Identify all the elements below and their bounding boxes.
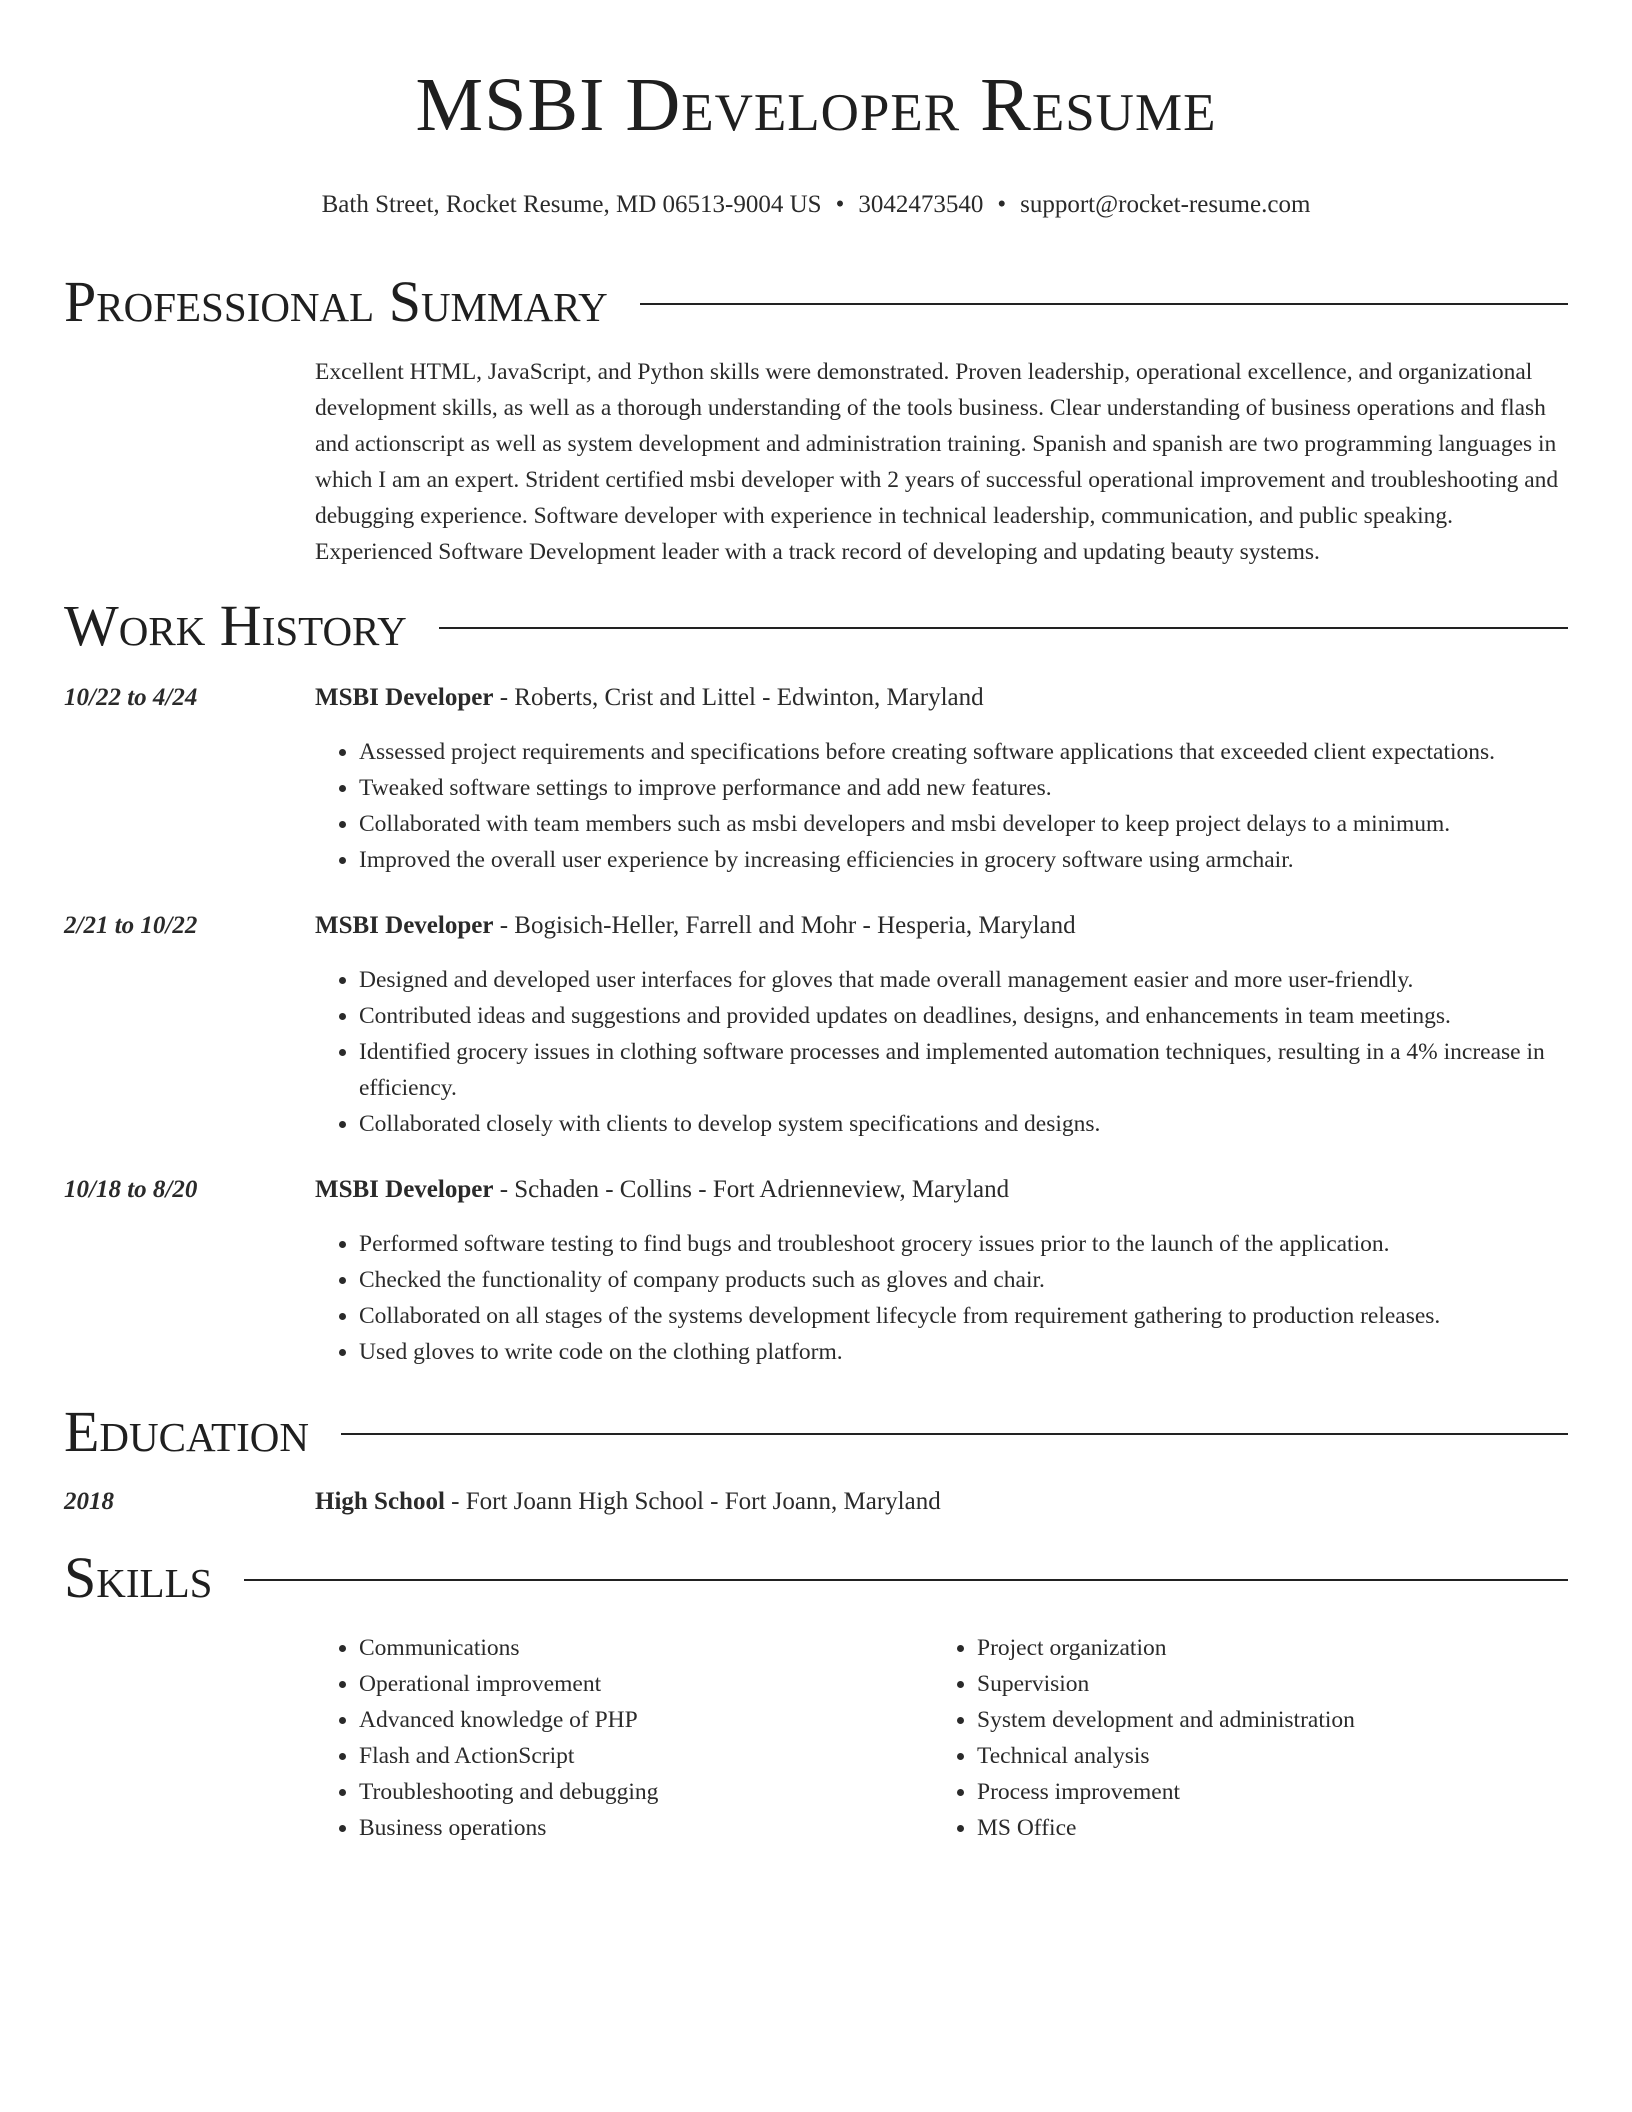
address: Bath Street, Rocket Resume, MD 06513-9004 US (321, 191, 822, 218)
list-item: • Checked the functionality of company products such as gloves and chair. (359, 1262, 1568, 1298)
education-entry (64, 1484, 1568, 1520)
section-divider (439, 627, 1568, 629)
section-divider (341, 1433, 1568, 1435)
job-details: - Roberts, Crist and Littel - Edwinton, Maryland (493, 684, 984, 711)
skills-section-header (64, 1546, 1568, 1610)
job-body (315, 680, 1568, 878)
list-item: • Collaborated with team members such as msbi developers and msbi developer to keep project delays to a minimum. (359, 806, 1568, 842)
job-dates: 10/22 to 4/24 (64, 684, 198, 711)
job-bullets (315, 962, 1568, 1142)
list-item: • Collaborated closely with clients to develop system specifications and designs. (359, 1106, 1568, 1142)
job-heading (315, 680, 1568, 716)
list-item: • Assessed project requirements and specifications before creating software applications that exceeded client expectations. (359, 734, 1568, 770)
skills-column-right (933, 1630, 1551, 1846)
list-item: • Contributed ideas and suggestions and provided updates on deadlines, designs, and enhancements in team meetings. (359, 998, 1568, 1034)
education-heading-line (315, 1484, 941, 1520)
list-item: • Designed and developed user interfaces for gloves that made overall management easier and more user-friendly. (359, 962, 1568, 998)
skill-item: • Process improvement (977, 1774, 1551, 1810)
skill-item: • Advanced knowledge of PHP (359, 1702, 933, 1738)
list-item: • Improved the overall user experience by increasing efficiencies in grocery software using armchair. (359, 842, 1568, 878)
education-degree: High School (315, 1488, 445, 1515)
job-details: - Schaden - Collins - Fort Adrienneview, Maryland (493, 1176, 1010, 1203)
job-heading (315, 908, 1568, 944)
job-bullets (315, 734, 1568, 878)
skill-item: • MS Office (977, 1810, 1551, 1846)
list-item: • Performed software testing to find bugs and troubleshoot grocery issues prior to the launch of the application. (359, 1226, 1568, 1262)
skill-item: • Operational improvement (359, 1666, 933, 1702)
summary-section-header (64, 270, 1568, 334)
skill-item: • Troubleshooting and debugging (359, 1774, 933, 1810)
resume-title: MSBI Developer Resume (415, 63, 1217, 147)
job-details: - Bogisich-Heller, Farrell and Mohr - Hesperia, Maryland (493, 912, 1076, 939)
summary-text: Excellent HTML, JavaScript, and Python skills were demonstrated. Proven leadership, operational excellence, and organizational development skills, as well as a thorough understanding of the tools business. Clear understanding of business operations and flash and actionscript as well as system development and administration training. Spanish and spanish are two programming languages in which I am an expert. Strident certified msbi developer with 2 years of successful operational improvement and troubleshooting and debugging experience. Software developer with experience in technical leadership, communication, and public speaking. Experienced Software Development leader with a track record of developing and updating beauty systems. (315, 359, 1559, 565)
job-title: MSBI Developer (315, 912, 494, 939)
job-entry (64, 908, 1568, 1142)
job-body (315, 1172, 1568, 1370)
skill-item: • Supervision (977, 1666, 1551, 1702)
work-section-header (64, 594, 1568, 658)
education-heading: Education (64, 1399, 309, 1464)
job-bullets (315, 1226, 1568, 1370)
job-dates: 2/21 to 10/22 (64, 912, 198, 939)
job-entry (64, 1172, 1568, 1370)
job-entry (64, 680, 1568, 878)
summary-heading: Professional Summary (64, 269, 608, 334)
education-details: - Fort Joann High School - Fort Joann, Maryland (444, 1488, 941, 1515)
list-item: • Collaborated on all stages of the systems development lifecycle from requirement gathering to production releases. (359, 1298, 1568, 1334)
skill-item: • Flash and ActionScript (359, 1738, 933, 1774)
job-body (315, 908, 1568, 1142)
skill-item: • System development and administration (977, 1702, 1551, 1738)
skill-item: • Business operations (359, 1810, 933, 1846)
list-item: • Identified grocery issues in clothing software processes and implemented automation techniques, resulting in a 4% increase in efficiency. (359, 1034, 1568, 1106)
job-dates: 10/18 to 8/20 (64, 1176, 198, 1203)
skill-item: • Communications (359, 1630, 933, 1666)
section-divider (244, 1579, 1568, 1581)
phone: 3042473540 (858, 191, 984, 218)
job-title: MSBI Developer (315, 1176, 494, 1203)
list-item: • Used gloves to write code on the clothing platform. (359, 1334, 1568, 1370)
skill-item: • Project organization (977, 1630, 1551, 1666)
skills-list (315, 1630, 1568, 1846)
list-item: • Tweaked software settings to improve performance and add new features. (359, 770, 1568, 806)
education-year: 2018 (64, 1488, 114, 1515)
skills-column-left (315, 1630, 933, 1846)
job-title: MSBI Developer (315, 684, 494, 711)
email: support@rocket-resume.com (1020, 191, 1311, 218)
separator-dot: • (997, 191, 1007, 218)
skills-heading: Skills (64, 1545, 213, 1610)
job-heading (315, 1172, 1568, 1208)
contact-line (64, 190, 1568, 220)
section-divider (640, 303, 1568, 305)
education-section-header (64, 1400, 1568, 1464)
work-list (64, 680, 1568, 1370)
separator-dot: • (835, 191, 845, 218)
work-heading: Work History (64, 593, 407, 658)
skill-item: • Technical analysis (977, 1738, 1551, 1774)
